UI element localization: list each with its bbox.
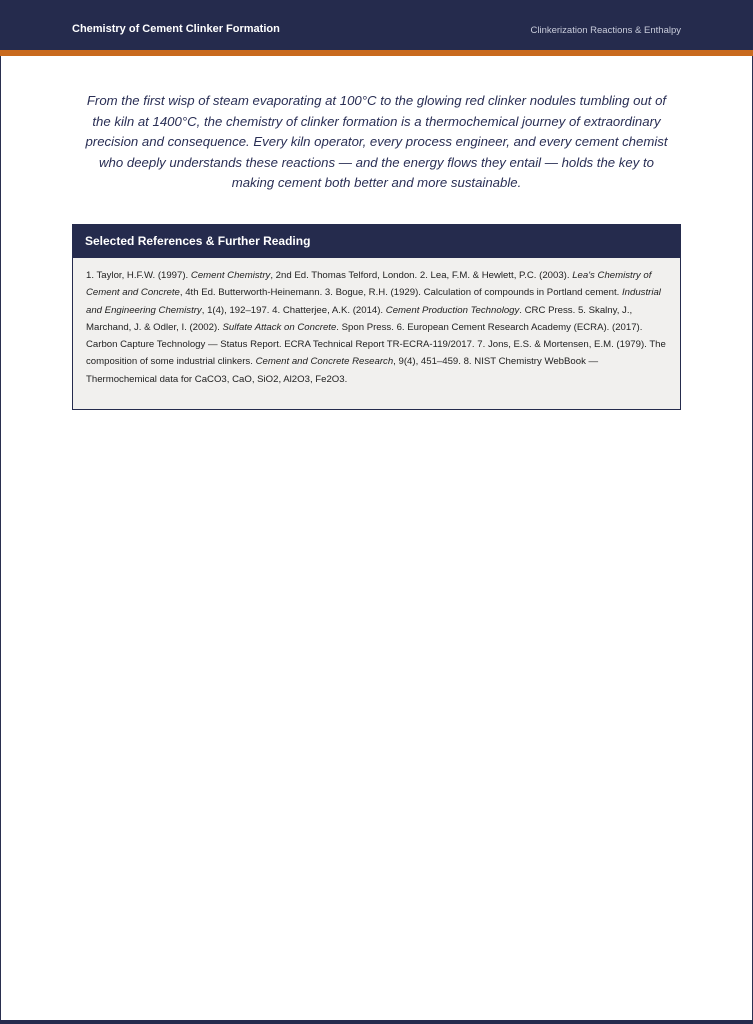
reference-item: 7. Jons, E.S. & Mortensen, E.M. (1979). The composition of some industrial clinkers. Cement and Concrete Research, 9(4), 451–459. bbox=[86, 339, 666, 368]
reference-item: 3. Bogue, R.H. (1929). Calculation of compounds in Portland cement. Industrial and Engineering Chemistry, 1(4), 192–197. bbox=[86, 287, 661, 316]
page-header bbox=[0, 0, 753, 50]
reference-item: 8. NIST Chemistry WebBook — Thermochemical data for CaCO3, CaO, SiO2, Al2O3, Fe2O3. bbox=[86, 356, 599, 385]
intro-paragraph: From the first wisp of steam evaporating at 100°C to the glowing red clinker nodules tumbling out of the kiln at 1400°C, the chemistry of clinker formation is a thermochemical journey of extraordinary precision and consequence. Every kiln operator, every process engineer, and every cement chemist who deeply understands these reactions — and the energy flows they entail — holds the key to making cement both better and more sustainable. bbox=[85, 93, 668, 190]
footer-bar bbox=[0, 1020, 753, 1024]
reference-item: 6. European Cement Research Academy (ECRA). (2017). Carbon Capture Technology — Status Report. ECRA Technical Report TR-ECRA-119/2017. bbox=[86, 321, 643, 351]
references-box bbox=[72, 224, 681, 410]
reference-item: 4. Chatterjee, A.K. (2014). Cement Production Technology. CRC Press. bbox=[272, 304, 576, 316]
reference-item: 5. Skalny, J., Marchand, J. & Odler, I. (2002). Sulfate Attack on Concrete. Spon Press. bbox=[86, 304, 633, 333]
document-title: Chemistry of Cement Clinker Formation bbox=[72, 23, 280, 35]
references-heading: Selected References & Further Reading bbox=[73, 225, 680, 258]
references-list bbox=[73, 258, 680, 388]
reference-item: 1. Taylor, H.F.W. (1997). Cement Chemistry, 2nd Ed. Thomas Telford, London. bbox=[86, 270, 418, 281]
document-subtitle: Clinkerization Reactions & Enthalpy bbox=[530, 25, 681, 36]
header-accent-bar bbox=[0, 50, 753, 56]
reference-item: 2. Lea, F.M. & Hewlett, P.C. (2003). Lea's Chemistry of Cement and Concrete, 4th Ed. Butterworth-Heinemann. bbox=[86, 270, 652, 299]
